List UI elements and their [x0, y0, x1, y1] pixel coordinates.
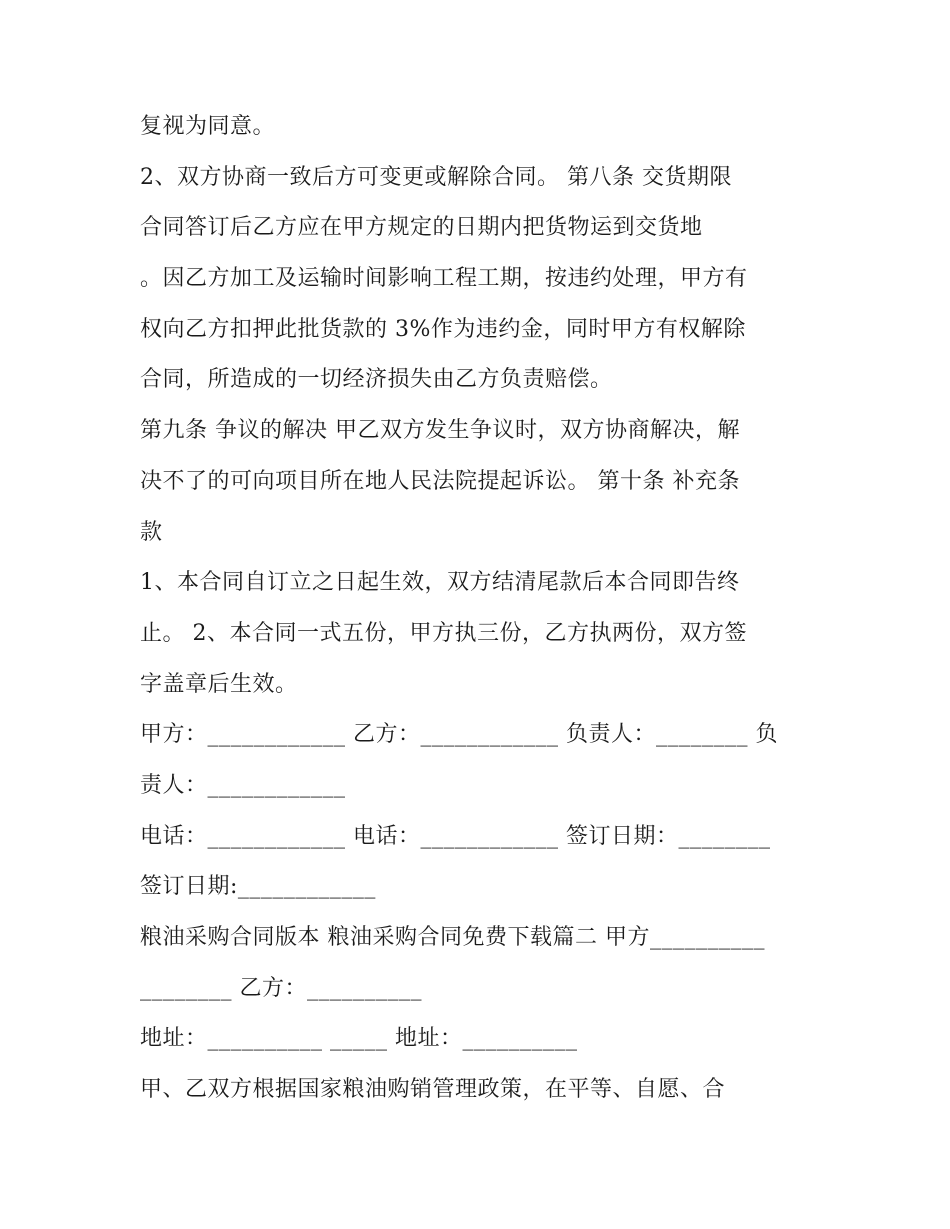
text-line: 字盖章后生效。 — [140, 671, 298, 697]
signature-line: 电话：____________ 电话：____________ 签订日期：________ — [140, 823, 771, 849]
text-line: 2、双方协商一致后方可变更或解除合同。 第八条 交货期限 — [140, 164, 732, 190]
text-line: 决不了的可向项目所在地人民法院提起诉讼。 第十条 补充条 — [140, 468, 740, 494]
document-body — [140, 102, 840, 1116]
signature-line: 责人：____________ — [140, 772, 346, 798]
text-line: 合同，所造成的一切经济损失由乙方负责赔偿。 — [140, 367, 613, 393]
text-line: 权向乙方扣押此批货款的 3%作为违约金，同时甲方有权解除 — [140, 316, 746, 342]
signature-line: 地址：__________ _____ 地址：__________ — [140, 1026, 578, 1052]
text-line: 止。 2、本合同一式五份，甲方执三份，乙方执两份，双方签 — [140, 620, 747, 646]
text-line: 1、本合同自订立之日起生效，双方结清尾款后本合同即告终 — [140, 570, 740, 596]
signature-line: ________ 乙方：__________ — [140, 975, 422, 1001]
text-line: 合同答订后乙方应在甲方规定的日期内把货物运到交货地 — [140, 215, 703, 241]
text-line: 。因乙方加工及运输时间影响工程工期，按违约处理，甲方有 — [140, 266, 748, 292]
text-line: 甲、乙双方根据国家粮油购销管理政策，在平等、自愿、合 — [140, 1077, 726, 1103]
text-line: 第九条 争议的解决 甲乙双方发生争议时，双方协商解决，解 — [140, 418, 740, 444]
text-line: 款 — [140, 519, 163, 545]
text-line: 复视为同意。 — [140, 114, 276, 139]
signature-line: 甲方：____________ 乙方：____________ 负责人：________ 负 — [140, 722, 778, 748]
text-line: 粮油采购合同版本 粮油采购合同免费下载篇二 甲方__________ — [140, 925, 765, 950]
signature-line: 签订日期:____________ — [140, 874, 376, 900]
